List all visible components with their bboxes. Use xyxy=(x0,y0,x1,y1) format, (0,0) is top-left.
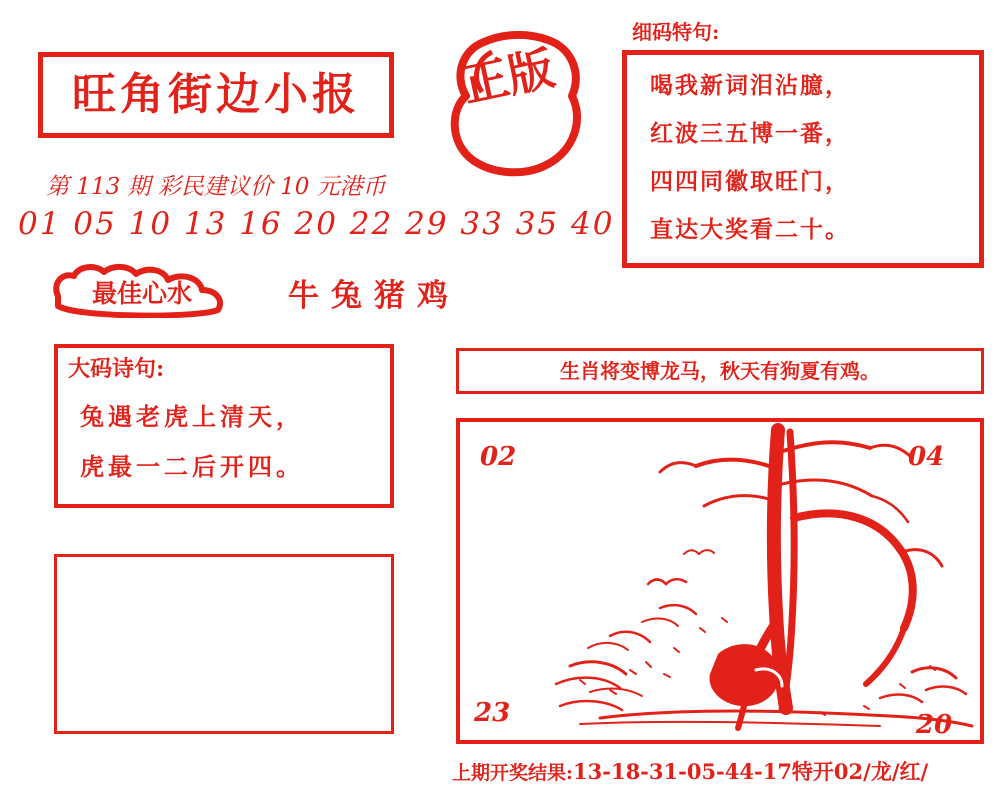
picture-corner-number-bottom-right: 20 xyxy=(916,710,953,740)
small-code-line: 四四同徽取旺门， xyxy=(650,168,850,195)
previous-draw-value: 13-18-31-05-44-17特开02/龙/红/ xyxy=(573,759,929,784)
illustration-artwork xyxy=(460,422,980,740)
picture-corner-number-top-left: 02 xyxy=(480,442,517,472)
big-code-line: 虎最一二后开四。 xyxy=(80,452,304,481)
best-tips-label: 最佳心水 xyxy=(91,279,192,308)
page-title: 旺角街边小报 xyxy=(72,69,360,120)
previous-draw-result xyxy=(452,756,1000,786)
small-code-label: 细码特句: xyxy=(632,20,720,44)
issue-info: 第 113 期 彩民建议价 10 元港币 xyxy=(46,174,386,200)
picture-corner-number-bottom-left: 23 xyxy=(474,698,511,728)
small-code-poem xyxy=(640,62,970,262)
big-code-poem xyxy=(68,392,388,492)
lottery-numbers: 01 05 10 13 16 20 22 29 33 35 40 xyxy=(18,206,615,242)
previous-draw-label: 上期开奖结果: xyxy=(452,762,574,784)
small-code-line: 直达大奖看二十。 xyxy=(650,216,850,243)
big-code-label: 大码诗句: xyxy=(68,356,165,382)
zodiac-picks: 牛兔猪鸡 xyxy=(288,278,460,314)
small-code-line: 喝我新词泪沾臆， xyxy=(650,72,850,99)
zodiac-sentence: 生肖将变博龙马，秋天有狗夏有鸡。 xyxy=(560,359,880,383)
big-code-line: 兔遇老虎上清天， xyxy=(80,402,304,431)
picture-corner-number-top-right: 04 xyxy=(908,442,945,472)
stamp-label: 正版 xyxy=(457,40,559,113)
small-code-line: 红波三五博一番， xyxy=(650,120,850,147)
blank-frame xyxy=(54,554,394,734)
